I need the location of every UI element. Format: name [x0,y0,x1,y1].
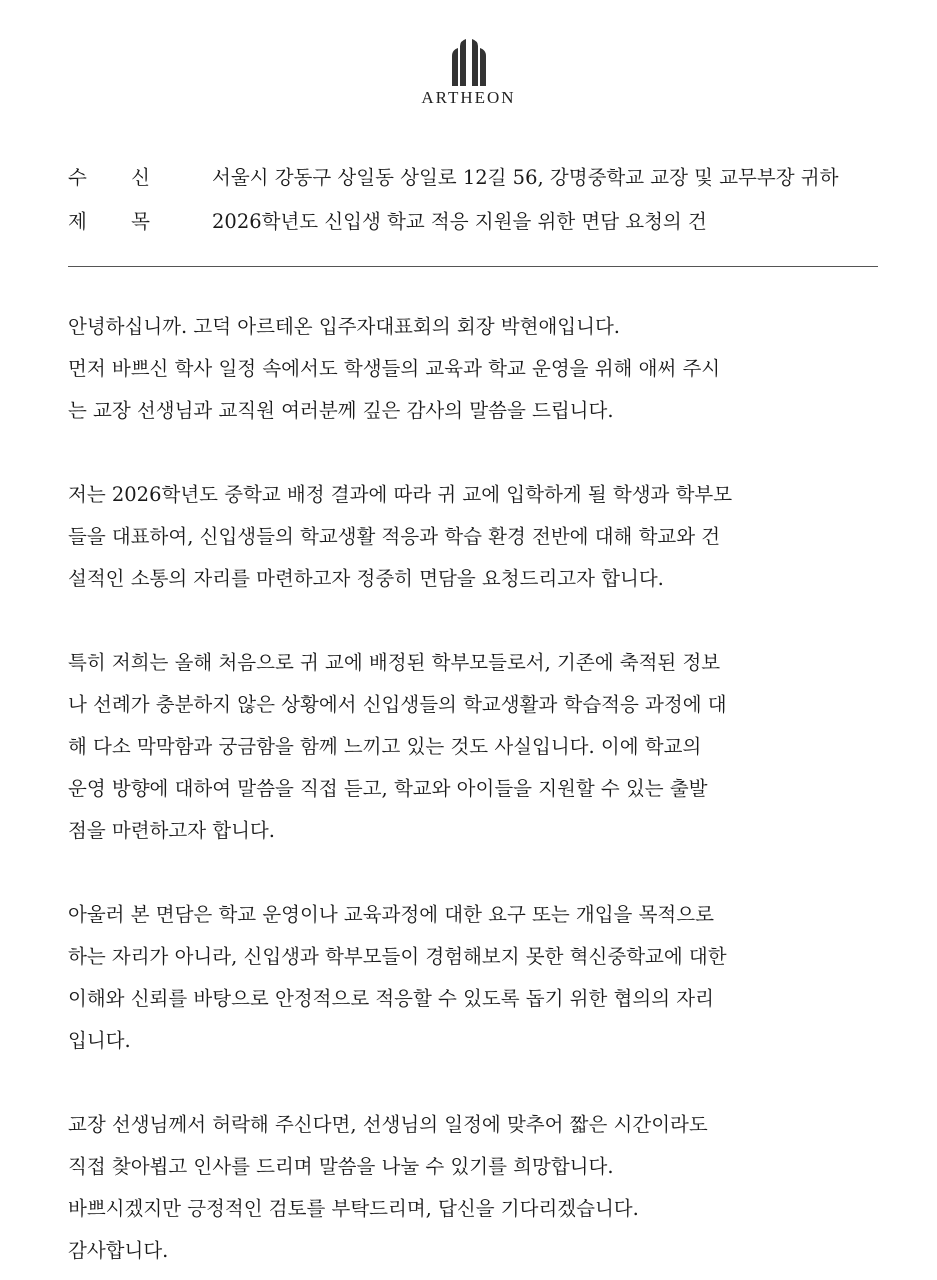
paragraph-line: 하는 자리가 아니라, 신입생과 학부모들이 경험해보지 못한 혁신중학교에 대한 [68,945,727,968]
paragraph-line: 교장 선생님께서 허락해 주신다면, 선생님의 일정에 맞추어 짧은 시간이라도 [68,1113,708,1136]
letter-header [68,162,888,250]
brand-name: ARTHEON [421,88,516,107]
paragraph-line: 특히 저희는 올해 처음으로 귀 교에 배정된 학부모들로서, 기존에 축적된 정보 [68,651,721,674]
paragraph-line: 감사합니다. [68,1239,169,1262]
paragraph-line: 저는 2026학년도 중학교 배정 결과에 따라 귀 교에 입학하게 될 학생과 학부모 [68,483,733,506]
paragraph-line: 점을 마련하고자 합니다. [68,819,275,842]
paragraph [68,306,888,432]
paragraph [68,1104,888,1272]
paragraph-line: 들을 대표하여, 신입생들의 학교생활 적응과 학습 환경 전반에 대해 학교와 건 [68,525,721,548]
paragraph-line: 나 선례가 충분하지 않은 상황에서 신입생들의 학교생활과 학습적응 과정에 대 [68,693,727,716]
paragraph [68,642,888,852]
paragraph-line: 해 다소 막막함과 궁금함을 함께 느끼고 있는 것도 사실입니다. 이에 학교의 [68,735,702,758]
paragraph-line: 설적인 소통의 자리를 마련하고자 정중히 면담을 요청드리고자 합니다. [68,567,664,590]
letterhead [0,38,937,108]
paragraph [68,894,888,1062]
paragraph-line: 입니다. [68,1029,131,1052]
paragraph-line: 는 교장 선생님과 교직원 여러분께 깊은 감사의 말씀을 드립니다. [68,399,614,422]
header-divider [68,266,878,267]
paragraph [68,474,888,600]
paragraph-line: 아울러 본 면담은 학교 운영이나 교육과정에 대한 요구 또는 개입을 목적으로 [68,903,714,926]
paragraph-line: 이해와 신뢰를 바탕으로 안정적으로 적응할 수 있도록 돕기 위한 협의의 자리 [68,987,714,1010]
subject-row [68,206,888,250]
recipient-row [68,162,888,206]
paragraph-line: 먼저 바쁘신 학사 일정 속에서도 학생들의 교육과 학교 운영을 위해 애써 주시 [68,357,721,380]
paragraph-line: 직접 찾아뵙고 인사를 드리며 말씀을 나눌 수 있기를 희망합니다. [68,1155,614,1178]
recipient-value: 서울시 강동구 상일동 상일로 12길 56, 강명중학교 교장 및 교무부장 귀하 [212,166,839,189]
paragraph-line: 안녕하십니까. 고덕 아르테온 입주자대표회의 회장 박현애입니다. [68,315,620,338]
subject-label: 제 목 [68,210,150,233]
recipient-label: 수 신 [68,166,150,189]
paragraph-line: 바쁘시겠지만 긍정적인 검토를 부탁드리며, 답신을 기다리겠습니다. [68,1197,639,1220]
paragraph-line: 운영 방향에 대하여 말씀을 직접 듣고, 학교와 아이들을 지원할 수 있는 출발 [68,777,708,800]
subject-value: 2026학년도 신입생 학교 적응 지원을 위한 면담 요청의 건 [212,210,707,233]
tower-logo-icon [446,38,492,86]
letter-body [68,306,888,1272]
